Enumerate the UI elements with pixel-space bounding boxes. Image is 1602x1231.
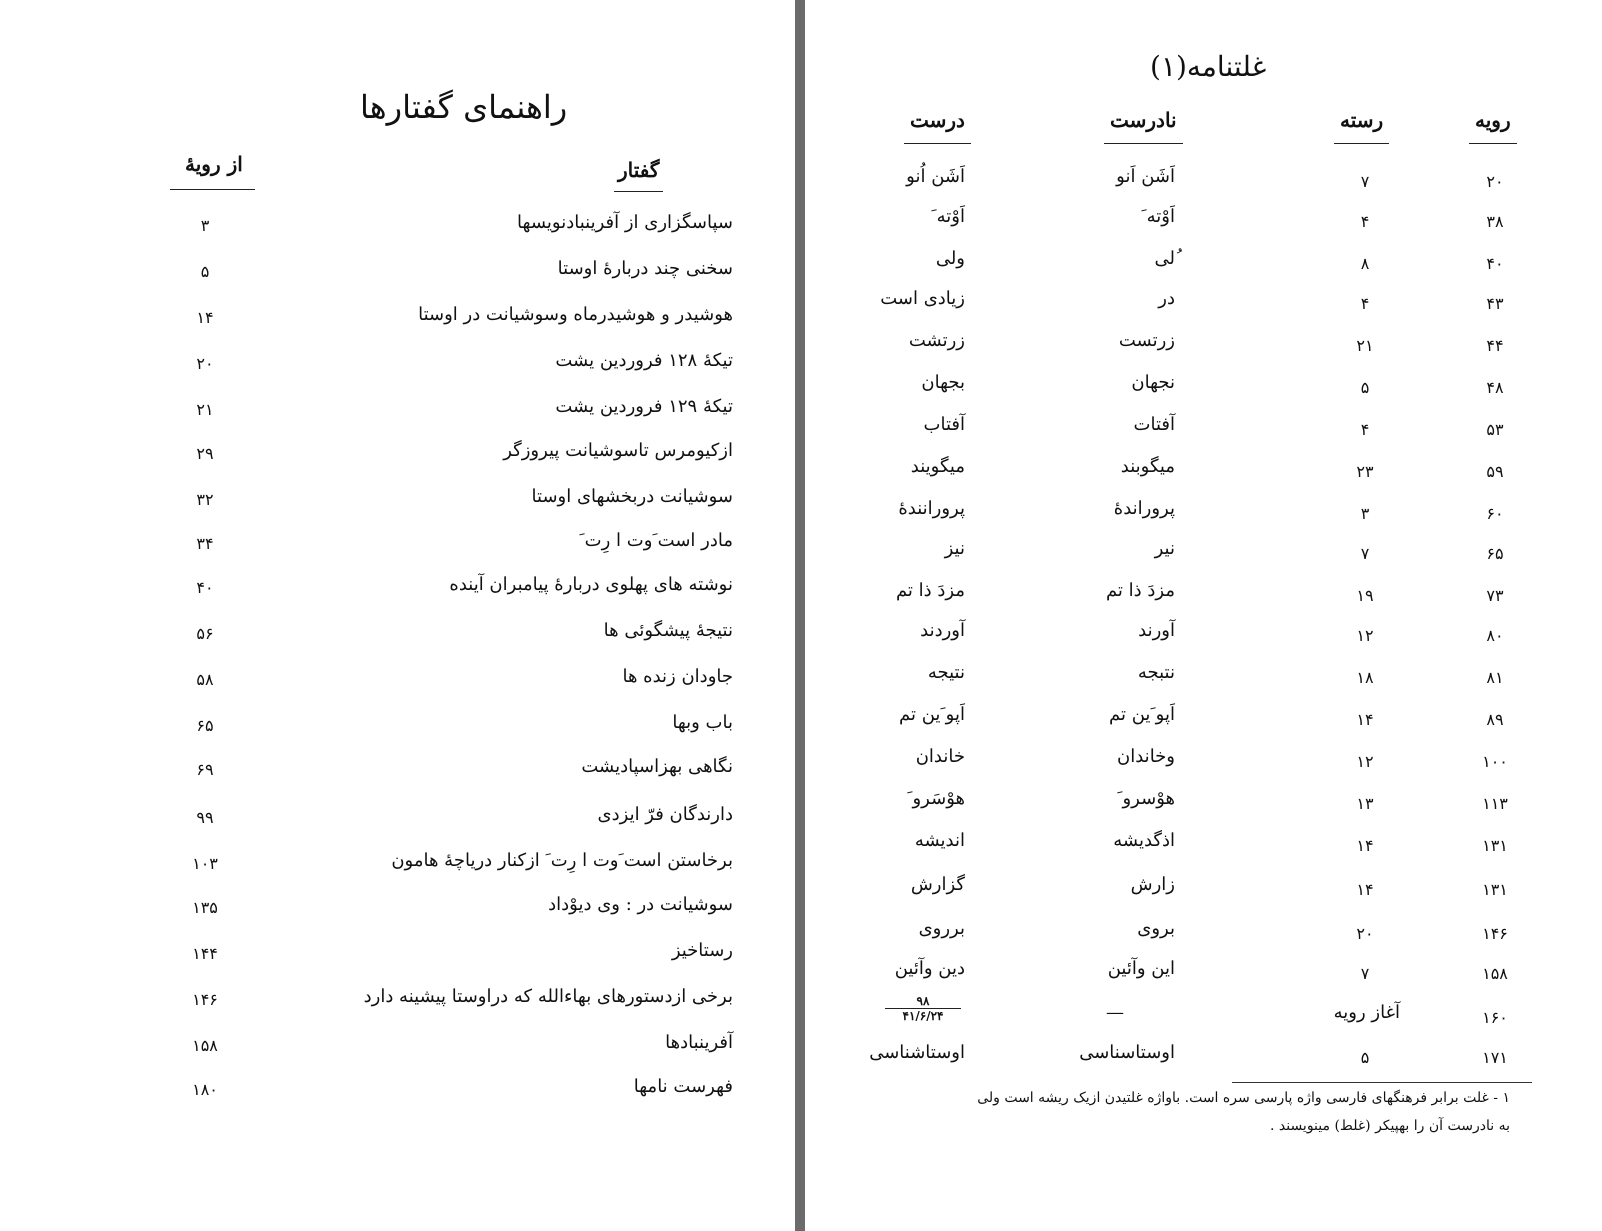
errata-row	[805, 874, 1602, 908]
toc-entry-title: سخنی چند دربارهٔ اوستا	[557, 258, 733, 279]
errata-correct-fraction	[885, 994, 961, 1023]
errata-header-line: رسته	[1340, 108, 1383, 132]
toc-row	[0, 574, 795, 604]
errata-row	[805, 330, 1602, 364]
errata-incorrect: اَشَن اَنو	[1116, 166, 1175, 187]
toc-entry-page: ۹۹	[196, 808, 214, 827]
errata-incorrect: آورند	[1138, 620, 1175, 641]
errata-line: ۲۰	[1356, 924, 1374, 943]
errata-page: ۱۵۸	[1482, 964, 1508, 983]
errata-correct: هوْسَرو َ	[907, 788, 965, 809]
toc-entry-page: ۲۹	[196, 444, 214, 463]
errata-incorrect: پروراندهٔ	[1113, 498, 1175, 519]
toc-column-header-page: از رویهٔ	[185, 152, 243, 176]
errata-incorrect: نتبجه	[1137, 662, 1175, 683]
errata-header-page: رویه	[1475, 108, 1511, 132]
toc-row	[0, 712, 795, 742]
errata-title: غلتنامه(۱)	[1150, 50, 1267, 83]
errata-page: ۴۳	[1486, 294, 1504, 313]
errata-page: ۱۰۰	[1482, 752, 1508, 771]
errata-incorrect: این وآئین	[1107, 958, 1175, 979]
toc-row	[0, 530, 795, 560]
toc-row	[0, 666, 795, 696]
toc-entry-title: فهرست نامها	[633, 1076, 733, 1097]
errata-row	[805, 498, 1602, 532]
errata-row	[805, 918, 1602, 952]
errata-row	[805, 580, 1602, 614]
errata-page: ۴۸	[1486, 378, 1504, 397]
errata-line: ۲۳	[1356, 462, 1374, 481]
toc-entry-title: جاودان زنده ها	[622, 666, 733, 687]
book-gutter	[795, 0, 805, 1231]
errata-incorrect: زرتست	[1118, 330, 1175, 351]
errata-incorrect: نجهان	[1131, 372, 1175, 393]
errata-incorrect: وخاندان	[1117, 746, 1175, 767]
toc-entry-title: دارندگان فرّ ایزدی	[597, 804, 733, 825]
toc-entry-title: برخاستن است َوت ا رِت َ ازکنار دریاچهٔ هامون	[391, 850, 733, 871]
errata-correct: دین وآئین	[894, 958, 965, 979]
errata-line: ۷	[1360, 544, 1370, 563]
errata-row	[805, 538, 1602, 572]
toc-entry-title: تیکهٔ ۱۲۹ فروردین یشت	[555, 396, 733, 417]
toc-entry-title: تیکهٔ ۱۲۸ فروردین یشت	[555, 350, 733, 371]
errata-row	[805, 414, 1602, 448]
errata-correct: زرتشت	[908, 330, 965, 351]
toc-entry-page: ۱۵۸	[192, 1036, 218, 1055]
errata-correct: آفتاب	[923, 414, 965, 435]
errata-correct: زیادی است	[880, 288, 965, 309]
errata-line: ۲۱	[1356, 336, 1374, 355]
toc-row	[0, 396, 795, 426]
footnote-divider	[1232, 1082, 1532, 1083]
errata-correct: اندیشه	[914, 830, 965, 851]
errata-incorrect: ُلی	[1154, 248, 1175, 269]
toc-title: راهنمای گفتارها	[360, 88, 568, 126]
toc-entry-title: برخی ازدستورهای بهاءالله که دراوستا پیشینه دارد	[363, 986, 733, 1007]
toc-column-header-title: گفتار	[618, 158, 659, 182]
errata-page: ۷۳	[1486, 586, 1504, 605]
toc-entry-page: ۱۴۶	[192, 990, 218, 1009]
toc-entry-title: سوشیانت دربخشهای اوستا	[531, 486, 733, 507]
toc-row	[0, 756, 795, 786]
errata-correct: آوردند	[920, 620, 965, 641]
errata-page: ۵۳	[1486, 420, 1504, 439]
errata-incorrect: اَپو َین تم	[1108, 704, 1175, 725]
toc-row	[0, 894, 795, 924]
errata-page: ۳۸	[1486, 212, 1504, 231]
errata-incorrect: در	[1158, 288, 1175, 309]
errata-correct: میگویند	[910, 456, 965, 477]
errata-page: ۵۹	[1486, 462, 1504, 481]
errata-line: ۵	[1360, 1048, 1370, 1067]
errata-correct: خاندان	[915, 746, 965, 767]
toc-row	[0, 1076, 795, 1106]
toc-entry-page: ۲۱	[196, 400, 214, 419]
footnote-line-2: به نادرست آن را بهپیکر (غلط) مینویسند .	[1269, 1118, 1510, 1134]
toc-entry-page: ۵	[200, 262, 210, 281]
toc-entry-page: ۱۴۴	[192, 944, 218, 963]
errata-line: ۳	[1360, 504, 1370, 523]
errata-line: ۷	[1360, 172, 1370, 191]
errata-page: ۸۰	[1486, 626, 1504, 645]
toc-entry-title: سوشیانت در : وی دیوْداد	[548, 894, 733, 915]
errata-correct: برروی	[918, 918, 965, 939]
errata-row	[805, 1042, 1602, 1076]
errata-row	[805, 456, 1602, 490]
errata-page: ۴۰	[1486, 254, 1504, 273]
toc-row	[0, 850, 795, 880]
toc-row	[0, 486, 795, 516]
errata-row	[805, 788, 1602, 822]
toc-row	[0, 940, 795, 970]
footnote-line-1: ۱ - غلت برابر فرهنگهای فارسی واژه پارسی سره است. باواژه غلتیدن ازیک ریشه است ولی	[977, 1090, 1510, 1106]
toc-row	[0, 804, 795, 834]
toc-row	[0, 350, 795, 380]
errata-correct: پرورانندهٔ	[898, 498, 965, 519]
errata-page: ۲۰	[1486, 172, 1504, 191]
errata-page: ۸۹	[1486, 710, 1504, 729]
errata-incorrect: زارش	[1130, 874, 1175, 895]
errata-correct: نیز	[944, 538, 965, 559]
toc-entry-page: ۵۶	[196, 624, 214, 643]
toc-entry-title: مادر است َوت ا رِت َ	[579, 530, 733, 551]
errata-row	[805, 166, 1602, 200]
errata-header-correct: درست	[910, 108, 965, 132]
errata-row	[805, 206, 1602, 240]
errata-line: ۴	[1360, 212, 1370, 231]
toc-row	[0, 304, 795, 334]
errata-line: ۴	[1360, 420, 1370, 439]
errata-correct: ولی	[935, 248, 965, 269]
toc-entry-page: ۳۴	[196, 534, 214, 553]
toc-entry-page: ۳۲	[196, 490, 214, 509]
toc-row	[0, 440, 795, 470]
toc-entry-page: ۶۵	[196, 716, 214, 735]
toc-entry-title: سپاسگزاری از آفرینبادنویسها	[517, 212, 733, 233]
errata-line: ۱۲	[1356, 752, 1374, 771]
errata-incorrect: میگوبند	[1120, 456, 1175, 477]
errata-page: ۱۱۳	[1482, 794, 1508, 813]
errata-page: ۱۷۱	[1482, 1048, 1508, 1067]
toc-entry-title: هوشیدر و هوشیدرماه وسوشیانت در اوستا	[418, 304, 733, 325]
errata-line: ۱۲	[1356, 626, 1374, 645]
errata-correct: بجهان	[921, 372, 965, 393]
errata-row	[805, 746, 1602, 780]
errata-incorrect: اَوْته َ	[1141, 206, 1175, 227]
toc-row	[0, 986, 795, 1016]
errata-line: ۱۹	[1356, 586, 1374, 605]
toc-entry-title: ازکیومرس تاسوشیانت پیروزگر	[503, 440, 733, 461]
errata-line: ۱۴	[1356, 710, 1374, 729]
toc-entry-page: ۱۰۳	[192, 854, 218, 873]
errata-line: ۸	[1360, 254, 1370, 273]
errata-header-incorrect: نادرست	[1110, 108, 1177, 132]
toc-entry-page: ۵۸	[196, 670, 214, 689]
errata-line: ۱۳	[1356, 794, 1374, 813]
errata-incorrect: هوْسرو َ	[1117, 788, 1175, 809]
errata-correct: اَپو َین تم	[898, 704, 965, 725]
errata-page: ۴۴	[1486, 336, 1504, 355]
errata-row	[805, 958, 1602, 992]
errata-row	[805, 704, 1602, 738]
errata-row	[805, 830, 1602, 864]
errata-incorrect: آفتات	[1133, 414, 1175, 435]
errata-row	[805, 248, 1602, 282]
errata-correct: گزارش	[910, 874, 965, 895]
toc-entry-title: نگاهی بهزاسپادیشت	[581, 756, 733, 777]
errata-line: ۵	[1360, 378, 1370, 397]
toc-entry-title: نتیجهٔ پیشگوئی ها	[603, 620, 733, 641]
toc-row	[0, 1032, 795, 1062]
errata-row	[805, 288, 1602, 322]
errata-page: ۱۴۶	[1482, 924, 1508, 943]
errata-page: ۱۶۰	[1482, 1008, 1508, 1027]
errata-line: ۱۸	[1356, 668, 1374, 687]
errata-page: ۱۳۱	[1482, 880, 1508, 899]
errata-row	[805, 662, 1602, 696]
errata-page: ۶۰	[1486, 504, 1504, 523]
errata-line: ۴	[1360, 294, 1370, 313]
toc-entry-page: ۲۰	[196, 354, 214, 373]
errata-correct: اوستاشناسی	[869, 1042, 965, 1063]
toc-row	[0, 620, 795, 650]
errata-incorrect: مزدَ ذا تم	[1105, 580, 1175, 601]
errata-line: ۱۴	[1356, 880, 1374, 899]
errata-correct: اَشَن اُنو	[906, 166, 965, 187]
errata-correct: اَوْته َ	[931, 206, 965, 227]
errata-incorrect: بروی	[1137, 918, 1175, 939]
fraction-numerator: ۹۸	[885, 994, 961, 1009]
toc-entry-title: آفرینبادها	[665, 1032, 733, 1053]
errata-line: ۱۴	[1356, 836, 1374, 855]
errata-page: ۶۵	[1486, 544, 1504, 563]
errata-row	[805, 372, 1602, 406]
toc-entry-title: باب وبها	[672, 712, 733, 733]
toc-entry-page: ۶۹	[196, 760, 214, 779]
toc-entry-title: رستاخیز	[671, 940, 733, 961]
toc-entry-page: ۳	[200, 216, 210, 235]
toc-row	[0, 258, 795, 288]
errata-incorrect: نیر	[1154, 538, 1175, 559]
toc-row	[0, 212, 795, 242]
errata-page: ۱۳۱	[1482, 836, 1508, 855]
errata-correct: نتیجه	[927, 662, 965, 683]
toc-entry-page: ۱۳۵	[192, 898, 218, 917]
errata-row	[805, 994, 1602, 1036]
errata-incorrect: اذگدیشه	[1113, 830, 1175, 851]
toc-entry-page: ۱۸۰	[192, 1080, 218, 1099]
toc-entry-page: ۱۴	[196, 308, 214, 327]
toc-entry-page: ۴۰	[196, 578, 214, 597]
errata-incorrect: اوستاسناسی	[1079, 1042, 1175, 1063]
errata-row	[805, 620, 1602, 654]
toc-entry-title: نوشته های پهلوی دربارهٔ پیامبران آینده	[449, 574, 733, 595]
errata-line: ۷	[1360, 964, 1370, 983]
errata-correct: مزدَ ذا تم	[895, 580, 965, 601]
errata-line: آغاز رویه	[1333, 1002, 1400, 1023]
fraction-denominator: ۴۱/۶/۲۴	[902, 1009, 944, 1023]
errata-page: ۸۱	[1486, 668, 1504, 687]
errata-incorrect: —	[1106, 1002, 1124, 1023]
